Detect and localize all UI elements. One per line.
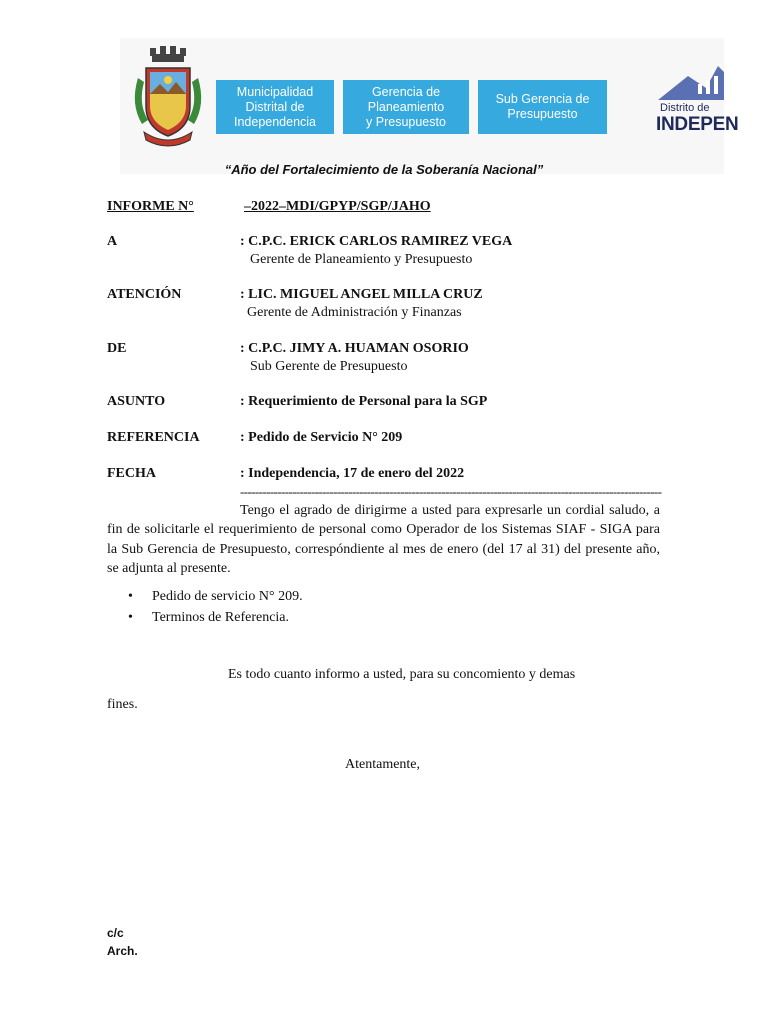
field-label-fecha: FECHA	[107, 466, 156, 481]
field-label-asunto: ASUNTO	[107, 394, 166, 409]
arch-label: Arch.	[107, 944, 138, 958]
municipal-crest-icon	[128, 44, 208, 154]
field-label-atencion: ATENCIÓN	[107, 287, 182, 302]
list-item: • Pedido de servicio N° 209.	[128, 587, 303, 608]
field-value-asunto: : Requerimiento de Personal para la SGP	[240, 394, 488, 409]
list-item: • Terminos de Referencia.	[128, 608, 303, 629]
header-box-municipalidad: Municipalidad Distrital de Independencia	[216, 80, 334, 134]
field-sub-de: Sub Gerente de Presupuesto	[250, 359, 408, 374]
closing-line-end: fines.	[107, 697, 138, 712]
logo-text-distrito: Distrito de	[660, 102, 710, 114]
header-box-subgerencia: Sub Gerencia de Presupuesto	[478, 80, 607, 134]
cc-label: c/c	[107, 926, 124, 940]
field-value-fecha: : Independencia, 17 de enero del 2022	[240, 466, 465, 481]
field-label-de: DE	[107, 341, 127, 356]
field-sub-a: Gerente de Planeamiento y Presupuesto	[250, 252, 473, 267]
field-sub-atencion: Gerente de Administración y Finanzas	[247, 305, 462, 320]
field-label-referencia: REFERENCIA	[107, 430, 200, 445]
logo-text-independencia: INDEPEN	[656, 114, 739, 135]
attachment-list	[128, 587, 303, 629]
closing-line: Es todo cuanto informo a usted, para su concomiento y demas	[228, 667, 576, 682]
header-box-gerencia: Gerencia de Planeamiento y Presupuesto	[343, 80, 469, 134]
distrito-logo	[652, 62, 739, 144]
year-motto: “Año del Fortalecimiento de la Soberanía Nacional”	[224, 162, 544, 177]
body-paragraph: Tengo el agrado de dirigirme a usted para expresarle un cordial saludo, a fin de solicitarle el requerimiento de personal como Operador de los Sistemas SIAF - SIGA para la Sub Gerencia de Presupuesto, correspóndiente al mes de enero (del 17 al 31) del presente año, se adjunta al presente.	[107, 503, 660, 577]
field-value-a: : C.P.C. ERICK CARLOS RAMIREZ VEGA	[240, 234, 513, 249]
field-value-referencia: : Pedido de Servicio N° 209	[240, 430, 403, 445]
field-value-de: : C.P.C. JIMY A. HUAMAN OSORIO	[240, 341, 469, 356]
signoff: Atentamente,	[345, 757, 421, 772]
separator-line: -----------------------------------------------------------------------------------------------------------------	[240, 484, 662, 499]
informe-number: –2022–MDI/GPYP/SGP/JAHO	[244, 199, 431, 214]
informe-label: INFORME N°	[107, 199, 194, 214]
field-label-a: A	[107, 234, 118, 249]
field-value-atencion: : LIC. MIGUEL ANGEL MILLA CRUZ	[240, 287, 483, 302]
city-skyline-icon	[652, 62, 724, 104]
